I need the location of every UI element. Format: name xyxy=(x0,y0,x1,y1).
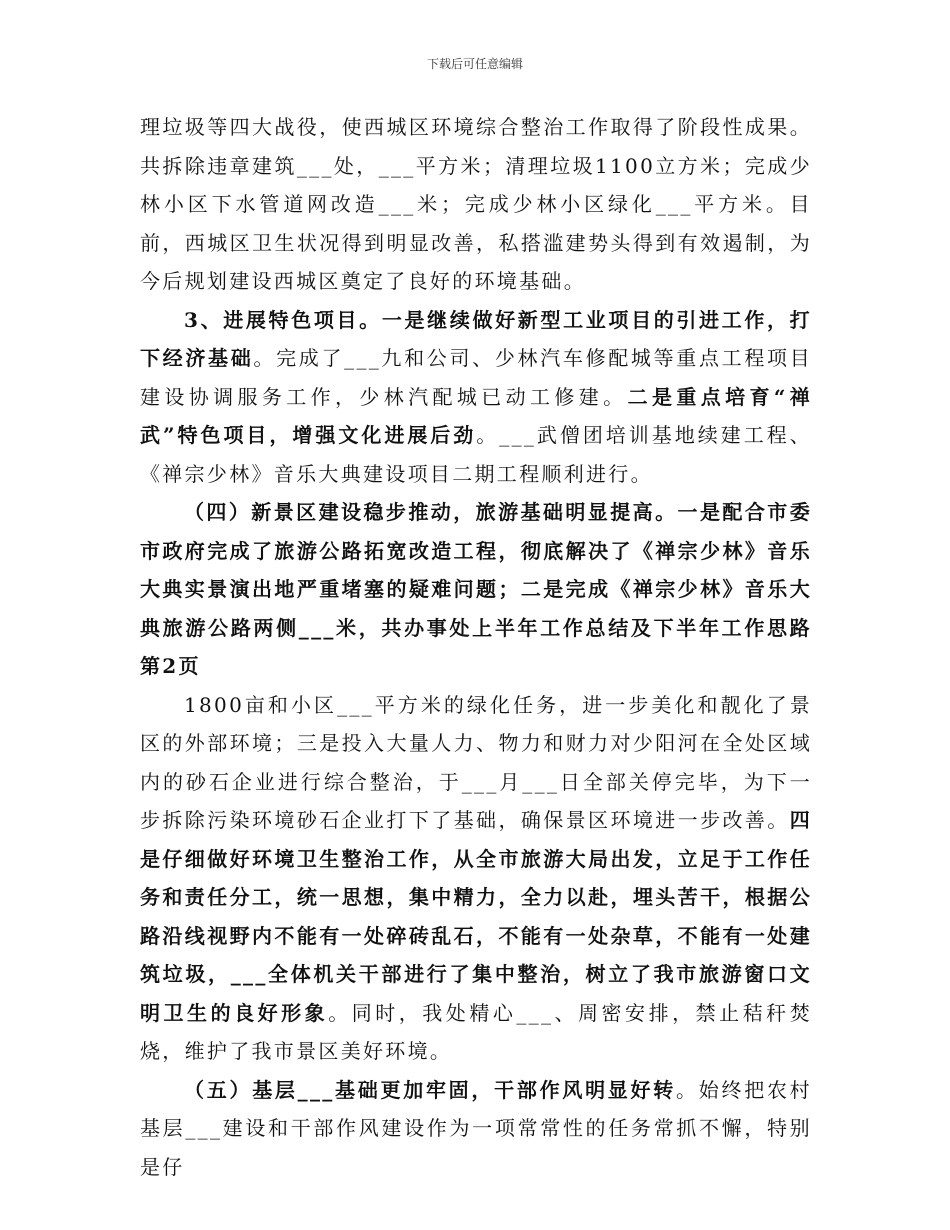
paragraph-5-text: 。始终把农村基层___建设和干部作风建设作为一项常常性的任务常抓不懈，特别是仔 xyxy=(140,1077,812,1179)
paragraph-2-bold-2: 二是重点培育“禅武”特色项目，增强文化进展后劲 xyxy=(140,384,813,447)
paragraph-4-text-2: 。同时，我处精心___、周密安排，禁止秸秆焚烧，维护了我市景区美好环境。 xyxy=(140,1000,812,1063)
paragraph-5-bold: （五）基层___基础更加牢固，干部作风明显好转 xyxy=(184,1077,677,1102)
paragraph-2-text-2: 。___武僧团培训基地续建工程、《禅宗少林》音乐大典建设项目二期工程顺利进行。 xyxy=(140,423,812,486)
document-body xyxy=(140,108,812,1186)
paragraph-3-bold: （四）新景区建设稳步推动，旅游基础明显提高。一是配合市委市政府完成了旅游公路拓宽改造工程，彻底解决了《禅宗少林》音乐大典实景演出地严重堵塞的疑难问题；二是完成《禅宗少林》音乐大典旅游公路两侧___米，共办事处上半年工作总结及下半年工作思路第2页 xyxy=(140,500,812,678)
paragraph-3 xyxy=(140,493,812,686)
paragraph-2-text-1: 。完成了___九和公司、少林汽车修配城等重点工程项目建设协调服务工作，少林汽配城已动工修建。 xyxy=(140,346,813,409)
paragraph-1-text: 理垃圾等四大战役，使西城区环境综合整治工作取得了阶段性成果。共拆除违章建筑___处，___平方米；清理垃圾1100立方米；完成少林小区下水管道网改造___米；完成少林小区绿化___平方米。目前，西城区卫生状况得到明显改善，私搭滥建势头得到有效遏制，为今后规划建设西城区奠定了良好的环境基础。 xyxy=(140,115,812,293)
paragraph-4-text-1: 1800亩和小区___平方米的绿化任务，进一步美化和靓化了景区的外部环境；三是投入大量人力、物力和财力对少阳河在全处区域内的砂石企业进行综合整治，于___月___日全部关停完毕，为下一步拆除污染环境砂石企业打下了基础，确保景区环境进一步改善。 xyxy=(140,692,812,832)
paragraph-5 xyxy=(140,1071,812,1187)
paragraph-4-bold: 四是仔细做好环境卫生整治工作，从全市旅游大局出发，立足于工作任务和责任分工，统一思想，集中精力，全力以赴，埋头苦干，根据公路沿线视野内不能有一处碎砖乱石，不能有一处杂草，不能有一处建筑垃圾，___全体机关干部进行了集中整治，树立了我市旅游窗口文明卫生的良好形象 xyxy=(140,808,812,1025)
paragraph-2 xyxy=(140,301,812,494)
paragraph-1 xyxy=(140,108,812,301)
page-header: 下载后可任意编辑 xyxy=(426,57,523,71)
paragraph-4 xyxy=(140,686,812,1071)
paragraph-2-bold-1: 3、进展特色项目。一是继续做好新型工业项目的引进工作，打下经济基础 xyxy=(140,307,812,370)
